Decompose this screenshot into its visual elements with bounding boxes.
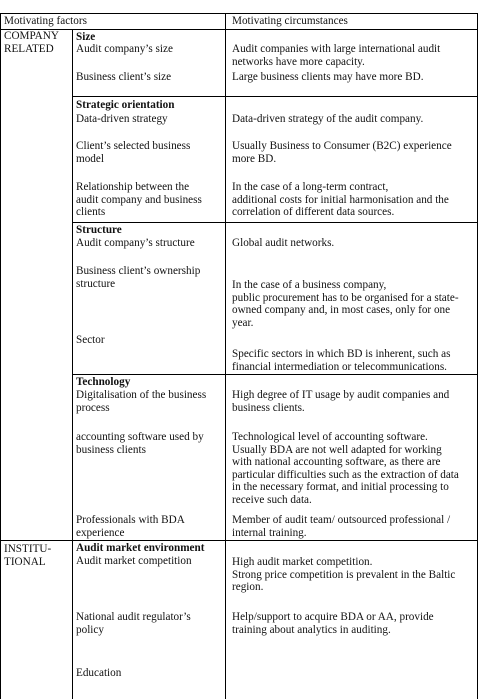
circumstance-cell: Global audit networks.	[232, 237, 335, 249]
circumstance-cell: Member of audit team/ outsourced professional / internal training.	[232, 514, 451, 539]
factor-cell: Relationship between the audit company and business clients	[76, 181, 202, 219]
circumstance-cell: Large business clients may have more BD.	[232, 71, 424, 83]
circumstance-cell: In the case of a business company, public procurement has to be organised for a state- owned company and, in most cases, only for one year.	[232, 279, 459, 329]
factor-cell: Audit market competition	[76, 555, 192, 567]
factor-cell: Audit company’s size	[76, 43, 173, 55]
section-divider	[72, 96, 478, 97]
table-top-border	[0, 13, 478, 14]
table-left-border	[0, 13, 1, 699]
header-circumstances: Motivating circumstances	[232, 15, 348, 27]
circumstance-cell: Technological level of accounting software. Usually BDA are not well adapted for working with national accounting software, as there are particular difficulties such as the extraction of data in the necessary format, and initial processing to receive such data.	[232, 431, 459, 506]
header-factors: Motivating factors	[4, 15, 87, 27]
caption-fragment	[0, 0, 478, 5]
factor-cell: National audit regulator’s policy	[76, 611, 191, 636]
group-label-company: COMPANY RELATED	[4, 30, 59, 55]
section-heading-audit-market-environment: Audit market environment	[76, 542, 205, 554]
factor-cell: Data-driven strategy	[76, 113, 168, 125]
circumstance-cell: High audit market competition. Strong price competition is prevalent in the Baltic region.	[232, 556, 456, 594]
group-label-institutional: INSTITU- TIONAL	[4, 543, 52, 568]
section-heading-size: Size	[76, 31, 96, 43]
factor-cell: Business client’s size	[76, 71, 172, 83]
section-divider	[72, 374, 478, 375]
section-heading-technology: Technology	[76, 376, 131, 388]
column-divider	[72, 29, 73, 699]
factor-cell: Professionals with BDA experience	[76, 514, 185, 539]
factor-cell: Business client’s ownership structure	[76, 265, 201, 290]
circumstance-cell: Usually Business to Consumer (B2C) experience more BD.	[232, 140, 452, 165]
circumstance-cell: Specific sectors in which BD is inherent, such as financial intermediation or telecommunications.	[232, 348, 451, 373]
column-divider	[225, 13, 226, 699]
factor-cell: accounting software used by business clients	[76, 431, 204, 456]
circumstance-cell: Audit companies with large international audit networks have more capacity.	[232, 43, 441, 68]
factor-cell: Digitalisation of the business process	[76, 389, 207, 414]
circumstance-cell: In the case of a long-term contract, additional costs for initial harmonisation and the correlation of different data sources.	[232, 181, 449, 219]
section-divider	[72, 222, 478, 223]
factor-cell: Client’s selected business model	[76, 140, 191, 165]
factor-cell: Education	[76, 667, 122, 679]
circumstance-cell: High degree of IT usage by audit companies and business clients.	[232, 389, 450, 414]
section-heading-structure: Structure	[76, 224, 122, 236]
section-heading-strategic-orientation: Strategic orientation	[76, 99, 175, 111]
circumstance-cell: Help/support to acquire BDA or AA, provide training about analytics in auditing.	[232, 611, 434, 636]
factor-cell: Audit company’s structure	[76, 237, 195, 249]
circumstance-cell: Data-driven strategy of the audit company.	[232, 113, 424, 125]
factor-cell: Sector	[76, 334, 105, 346]
